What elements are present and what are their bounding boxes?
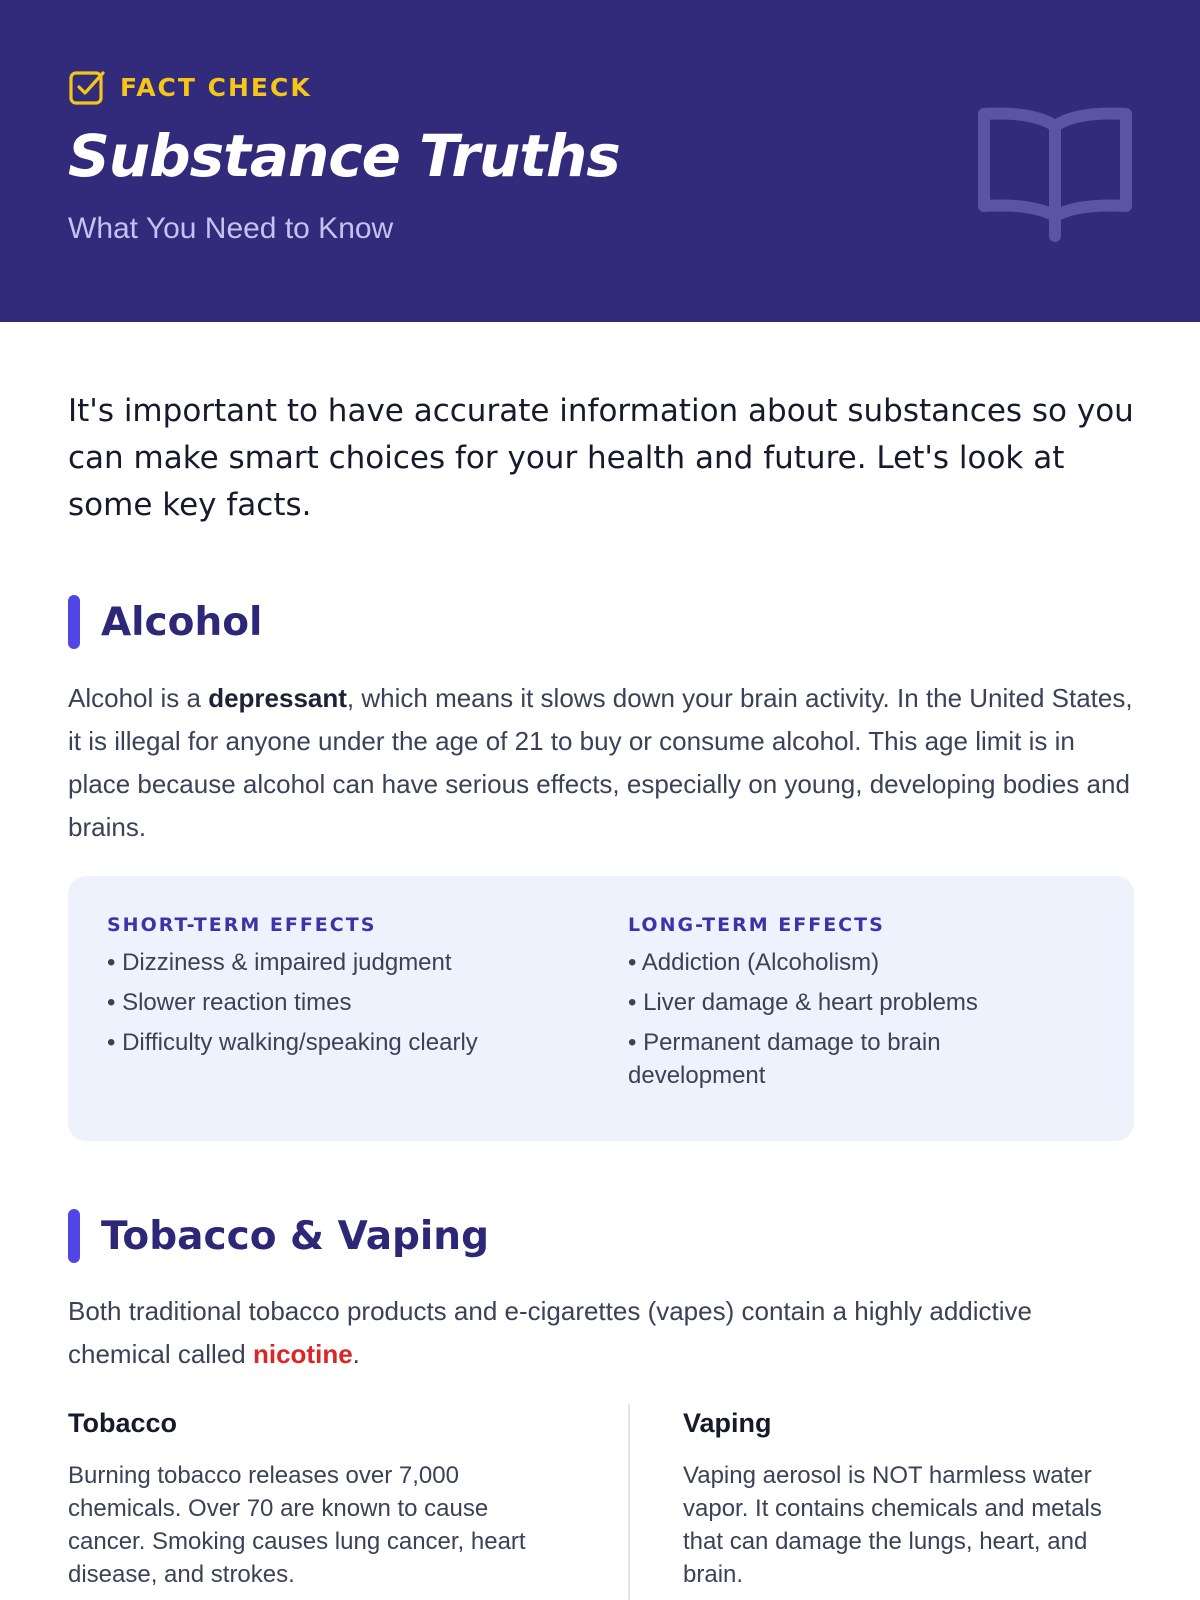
tobacco-title: Tobacco & Vaping: [101, 1213, 489, 1259]
tobacco-para-end: .: [352, 1339, 360, 1369]
accent-bar: [68, 1209, 80, 1263]
short-term-heading: SHORT-TERM EFFECTS: [107, 914, 377, 936]
vaping-column: [683, 1408, 1143, 1591]
accent-bar: [68, 595, 80, 649]
tobacco-column: [68, 1408, 548, 1591]
alcohol-para-start: Alcohol is a: [68, 683, 209, 713]
tobacco-paragraph: [68, 1290, 1138, 1376]
list-item: • Dizziness & impaired judgment: [107, 949, 452, 976]
tobacco-subtitle: Tobacco: [68, 1408, 178, 1438]
long-term-effects: [628, 914, 1048, 1099]
kicker-label: FACT CHECK: [120, 72, 312, 102]
tobacco-para-start: Both traditional tobacco products and e-cigarettes (vapes) contain a highly addictive chemical called: [68, 1296, 1033, 1369]
checkbox-icon: [68, 68, 106, 106]
alcohol-section-heading: [68, 595, 262, 649]
list-item: • Slower reaction times: [107, 989, 352, 1016]
alcohol-para-rest: , which means it slows down your brain activity. In the United States, it is illegal for anyone under the age of 21 to buy or consume alcohol. This age limit is in place because alcohol can have serious effects, especially on young, developing bodies and brains.: [68, 683, 1133, 842]
list-item: • Liver damage & heart problems: [628, 989, 978, 1016]
alcohol-effects-box: [68, 876, 1134, 1141]
nicotine-term: nicotine: [252, 1339, 353, 1369]
alcohol-title: Alcohol: [101, 599, 263, 645]
list-item: • Permanent damage to brain development: [628, 1029, 941, 1089]
list-item: • Difficulty walking/speaking clearly: [107, 1029, 478, 1056]
intro-text: It's important to have accurate information about substances so you can make smart choices for your health and future. Let's look at some key facts.: [68, 393, 1134, 523]
long-term-heading: LONG-TERM EFFECTS: [628, 914, 885, 936]
vaping-subtitle: Vaping: [683, 1408, 772, 1438]
page-header: [0, 0, 1200, 322]
vaping-description: Vaping aerosol is NOT harmless water vapor. It contains chemicals and metals that can damage the lungs, heart, and brain.: [683, 1462, 1102, 1588]
page-title: Substance Truths: [68, 122, 620, 190]
column-divider: [628, 1404, 630, 1600]
list-item: • Addiction (Alcoholism): [628, 949, 880, 976]
alcohol-paragraph: [68, 677, 1138, 849]
fact-check-kicker: [68, 68, 312, 106]
tobacco-section-heading: [68, 1209, 489, 1263]
short-term-effects: [107, 914, 527, 1066]
page-subtitle: What You Need to Know: [68, 212, 394, 245]
depressant-term: depressant: [208, 683, 347, 713]
open-book-icon: [976, 104, 1134, 246]
tobacco-description: Burning tobacco releases over 7,000 chemicals. Over 70 are known to cause cancer. Smoking causes lung cancer, heart disease, and strokes.: [68, 1462, 526, 1588]
